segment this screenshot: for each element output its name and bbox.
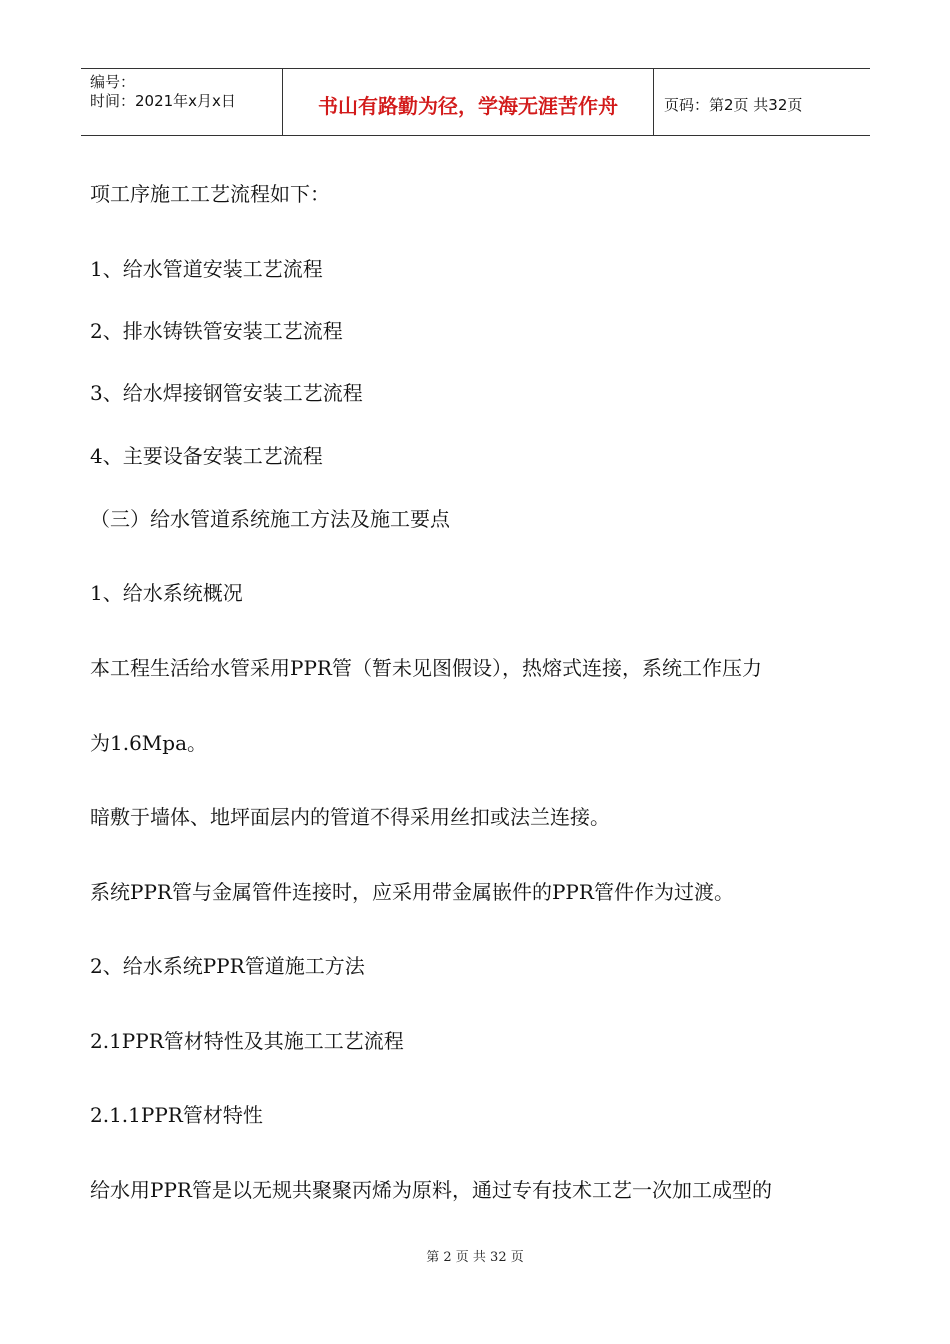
header-motto: 书山有路勤为径，学海无涯苦作舟 — [282, 69, 654, 135]
document-time-label: 时间：2021年x月x日 — [90, 92, 236, 110]
paragraph-line: 2、排水铸铁管安装工艺流程 — [90, 319, 343, 343]
document-number-label: 编号： — [90, 73, 136, 91]
paragraph-line: 项工序施工工艺流程如下： — [90, 182, 330, 206]
paragraph-line: 1、给水系统概况 — [90, 581, 243, 605]
paragraph-line: 暗敷于墙体、地坪面层内的管道不得采用丝扣或法兰连接。 — [90, 805, 610, 829]
paragraph-line: 4、主要设备安装工艺流程 — [90, 444, 323, 468]
page-header — [81, 68, 870, 136]
header-meta — [81, 69, 282, 135]
paragraph-line: 给水用PPR管是以无规共聚聚丙烯为原料，通过专有技术工艺一次加工成型的 — [90, 1178, 772, 1202]
paragraph-line: 本工程生活给水管采用PPR管（暂未见图假设），热熔式连接，系统工作压力 — [90, 656, 762, 680]
section-heading: （三）给水管道系统施工方法及施工要点 — [90, 507, 450, 531]
paragraph-line: 1、给水管道安装工艺流程 — [90, 257, 323, 281]
paragraph-line: 2.1PPR管材特性及其施工工艺流程 — [90, 1029, 404, 1053]
paragraph-line: 3、给水焊接钢管安装工艺流程 — [90, 381, 363, 405]
paragraph-line: 2.1.1PPR管材特性 — [90, 1103, 263, 1127]
header-page-info: 页码：第2页 共32页 — [664, 95, 803, 114]
paragraph-line: 系统PPR管与金属管件连接时，应采用带金属嵌件的PPR管件作为过渡。 — [90, 880, 734, 904]
paragraph-line: 为1.6Mpa。 — [90, 731, 208, 755]
paragraph-line: 2、给水系统PPR管道施工方法 — [90, 954, 365, 978]
page-footer: 第 2 页 共 32 页 — [426, 1250, 524, 1265]
